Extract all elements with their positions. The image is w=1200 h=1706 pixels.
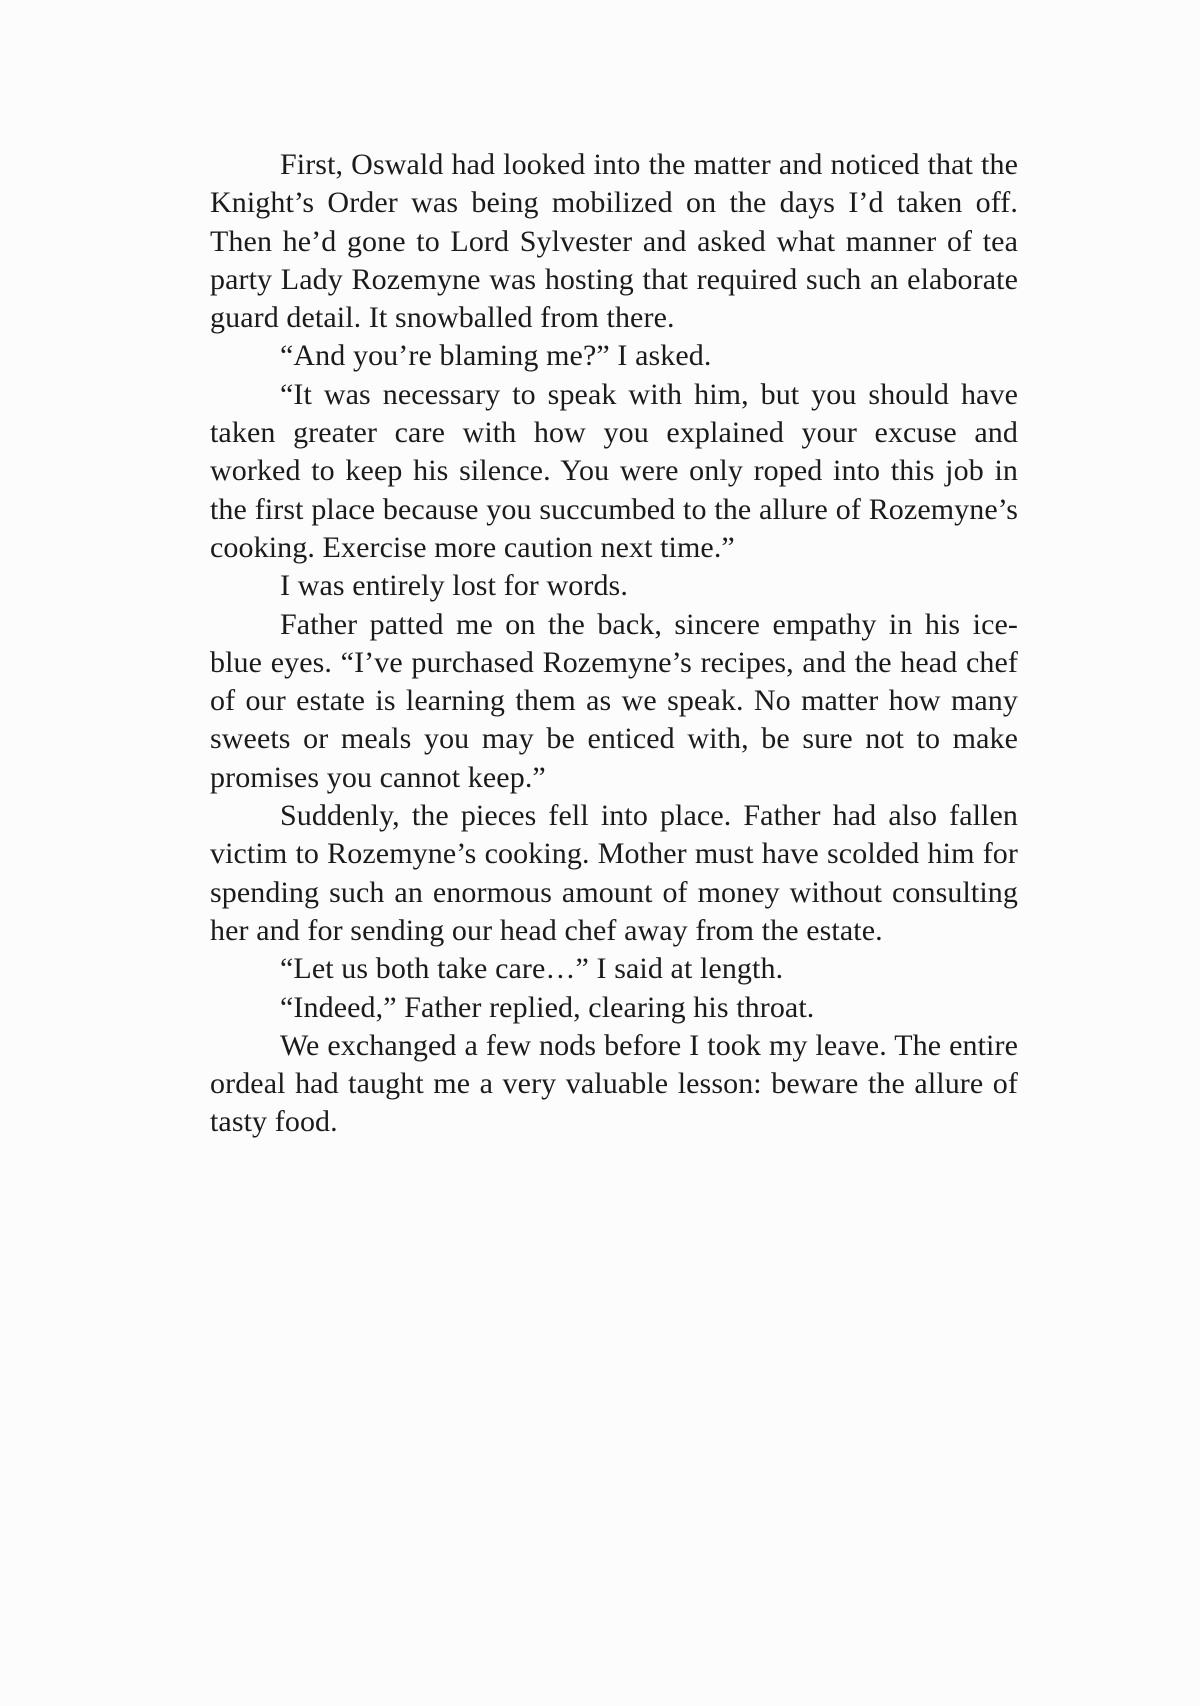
paragraph-3: “It was necessary to speak with him, but you should have taken greater care with how you explained your excuse and worked to keep his silence. You were only roped into this job in the first place because you succumbed to the allure of Rozemyne’s cooking. Exercise more caution next time.”	[210, 377, 1018, 564]
page-text-block	[210, 146, 1018, 1142]
paragraph-5: Father patted me on the back, sincere empathy in his ice-blue eyes. “I’ve purchased Rozemyne’s recipes, and the head chef of our estate is learning them as we speak. No matter how many sweets or meals you may be enticed with, be sure not to make promises you cannot keep.”	[210, 607, 1018, 794]
paragraph-1: First, Oswald had looked into the matter and noticed that the Knight’s Order was being mobilized on the days I’d taken off. Then he’d gone to Lord Sylvester and asked what manner of tea party Lady Rozemyne was hosting that required such an elaborate guard detail. It snowballed from there.	[210, 148, 1018, 335]
paragraph-2: “And you’re blaming me?” I asked.	[280, 339, 712, 373]
paragraph-6: Suddenly, the pieces fell into place. Father had also fallen victim to Rozemyne’s cooking. Mother must have scolded him for spending such an enormous amount of money without consulting her and for sending our head chef away from the estate.	[210, 799, 1018, 947]
paragraph-8: “Indeed,” Father replied, clearing his throat.	[280, 990, 815, 1024]
paragraph-9: We exchanged a few nods before I took my leave. The entire ordeal had taught me a very valuable lesson: beware the allure of tasty food.	[210, 1028, 1018, 1139]
paragraph-4: I was entirely lost for words.	[280, 569, 628, 603]
paragraph-7: “Let us both take care…” I said at length.	[280, 952, 784, 986]
